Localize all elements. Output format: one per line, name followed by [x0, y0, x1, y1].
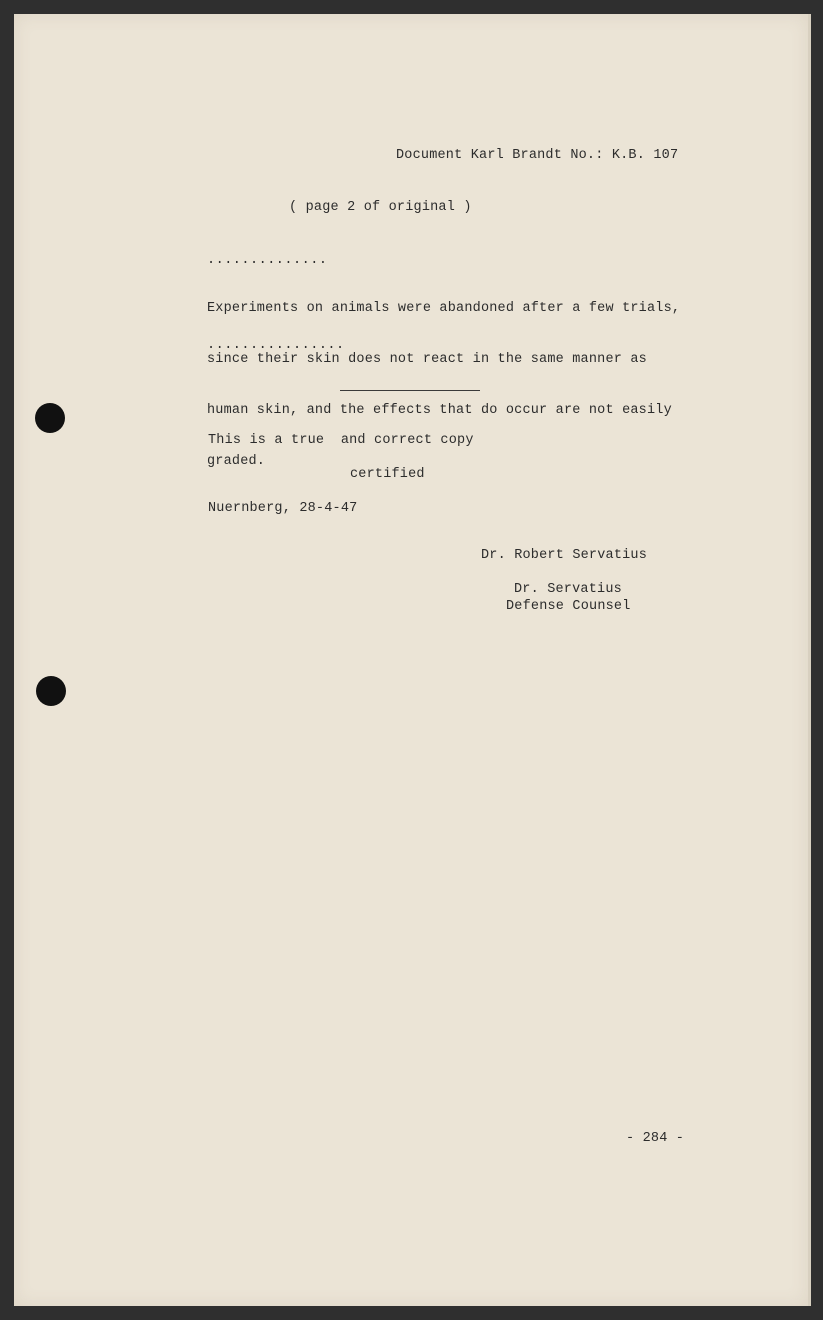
body-line: graded.	[207, 454, 266, 469]
body-line: Experiments on animals were abandoned after a few trials,	[207, 301, 681, 316]
ellipsis-top: ..............	[207, 253, 328, 268]
certified-label: certified	[350, 467, 425, 482]
punch-hole-bottom	[36, 676, 66, 706]
document-reference: Document Karl Brandt No.: K.B. 107	[396, 148, 679, 163]
page-number: - 284 -	[626, 1131, 685, 1146]
punch-hole-top	[35, 403, 65, 433]
ellipsis-bottom: ................	[207, 338, 345, 353]
document-page	[14, 14, 808, 1306]
signer-name: Dr. Servatius	[514, 582, 622, 597]
place-date: Nuernberg, 28-4-47	[208, 501, 358, 516]
signature-name: Dr. Robert Servatius	[481, 548, 648, 563]
signer-title: Defense Counsel	[506, 599, 631, 614]
certification-line: This is a true and correct copy	[208, 433, 474, 448]
page-edge	[808, 14, 811, 1306]
body-line: since their skin does not react in the same manner as	[207, 352, 647, 367]
body-text	[207, 266, 680, 504]
body-line: human skin, and the effects that do occur are not easily	[207, 403, 672, 418]
separator-rule	[340, 390, 480, 391]
page-note: ( page 2 of original )	[289, 200, 472, 215]
